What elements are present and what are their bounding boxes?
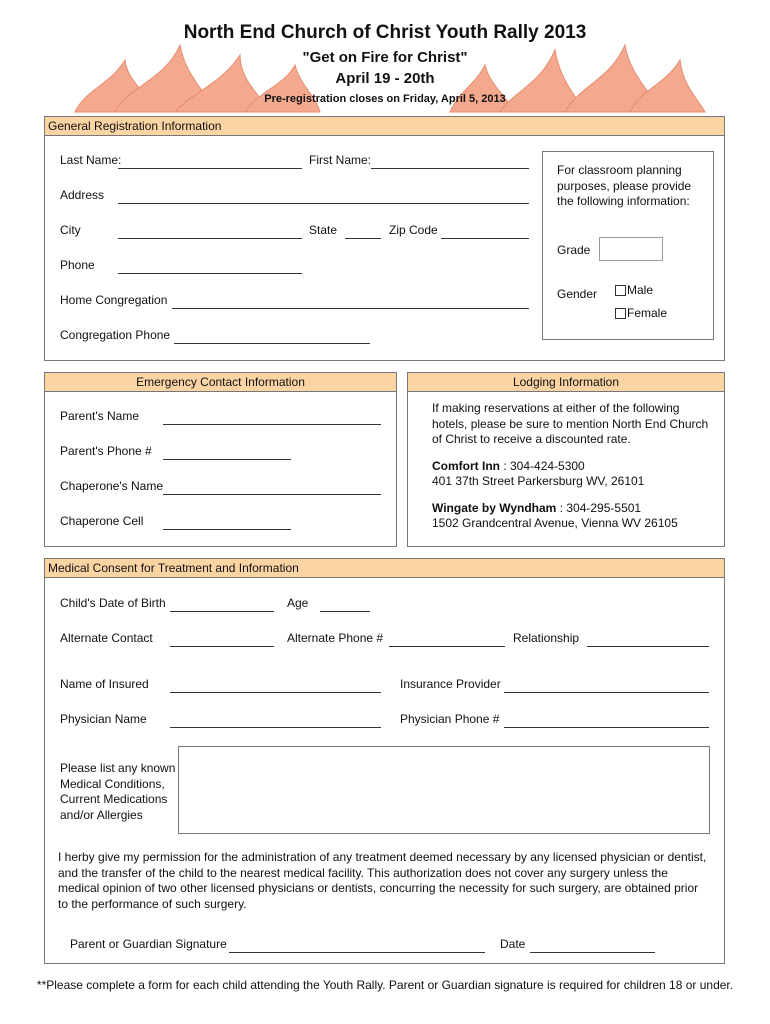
consent-text: I herby give my permission for the administration of any treatment deemed necessary by any licensed physician or dentist, and the transfer of the child to the nearest medical facility. This authorization does not cover any surgery unless the medical opinion of two other licensed physicians or dentists, concurring the necessity for such surgery, are obtained prior to the performance of such surgery.	[58, 850, 707, 911]
age-field[interactable]	[320, 611, 370, 612]
hotel1-address: 401 37th Street Parkersburg WV, 26101	[432, 474, 645, 488]
conditions-textarea[interactable]	[178, 746, 710, 834]
lodging-heading: Lodging Information	[407, 372, 725, 392]
age-label: Age	[287, 596, 309, 610]
parent-name-field[interactable]	[163, 424, 381, 425]
footer-note: **Please complete a form for each child attending the Youth Rally. Parent or Guardian signature is required for children 18 or under.	[36, 978, 734, 992]
signature-field[interactable]	[229, 952, 485, 953]
grade-label: Grade	[557, 243, 591, 257]
phone-field[interactable]	[118, 273, 302, 274]
chaperone-cell-field[interactable]	[163, 529, 291, 530]
female-checkbox[interactable]	[615, 308, 626, 319]
last-name-label: Last Name:	[60, 153, 122, 167]
dates-subtitle: April 19 - 20th	[335, 70, 435, 87]
classroom-note: For classroom planning purposes, please provide the following information:	[557, 163, 692, 208]
first-name-label: First Name:	[309, 153, 372, 167]
alt-phone-field[interactable]	[389, 646, 505, 647]
hotel2-address: 1502 Grandcentral Avenue, Vienna WV 26105	[432, 516, 678, 530]
physician-field[interactable]	[170, 727, 381, 728]
state-field[interactable]	[345, 238, 381, 239]
address-field[interactable]	[118, 203, 529, 204]
physician-label: Physician Name	[60, 712, 147, 726]
phone-label: Phone	[60, 258, 95, 272]
first-name-field[interactable]	[371, 168, 529, 169]
gender-label: Gender	[557, 287, 598, 301]
congregation-phone-label: Congregation Phone	[60, 328, 171, 342]
date-field[interactable]	[530, 952, 655, 953]
city-label: City	[60, 223, 81, 237]
hotel1-name: Comfort Inn	[432, 459, 500, 473]
home-congregation-label: Home Congregation	[60, 293, 168, 307]
general-registration-heading: General Registration Information	[44, 116, 725, 136]
physician-phone-label: Physician Phone #	[400, 712, 500, 726]
chaperone-cell-label: Chaperone Cell	[60, 514, 144, 528]
address-label: Address	[60, 188, 105, 202]
hotel1-phone: : 304-424-5300	[500, 459, 585, 473]
physician-phone-field[interactable]	[504, 727, 709, 728]
city-field[interactable]	[118, 238, 302, 239]
hotel1-line	[432, 459, 585, 473]
dob-label: Child's Date of Birth	[60, 596, 166, 610]
parent-name-label: Parent's Name	[60, 409, 139, 423]
hotel2-phone: : 304-295-5501	[556, 501, 642, 515]
medical-heading: Medical Consent for Treatment and Information	[44, 558, 725, 578]
theme-subtitle: "Get on Fire for Christ"	[302, 49, 468, 66]
relationship-field[interactable]	[587, 646, 709, 647]
relationship-label: Relationship	[513, 631, 580, 645]
grade-input[interactable]	[599, 237, 663, 261]
state-label: State	[309, 223, 338, 237]
zip-field[interactable]	[441, 238, 529, 239]
last-name-field[interactable]	[118, 168, 302, 169]
female-label: Female	[627, 306, 668, 320]
signature-label: Parent or Guardian Signature	[70, 937, 227, 951]
hotel2-line	[432, 501, 641, 515]
emergency-contact-heading: Emergency Contact Information	[44, 372, 397, 392]
conditions-label: Please list any known Medical Conditions, Current Medications and/or Allergies	[60, 761, 176, 822]
home-congregation-field[interactable]	[172, 308, 529, 309]
alt-phone-label: Alternate Phone #	[287, 631, 384, 645]
insured-field[interactable]	[170, 692, 381, 693]
zip-label: Zip Code	[389, 223, 438, 237]
parent-phone-label: Parent's Phone #	[60, 444, 152, 458]
male-checkbox[interactable]	[615, 285, 626, 296]
congregation-phone-field[interactable]	[174, 343, 370, 344]
provider-label: Insurance Provider	[400, 677, 501, 691]
dob-field[interactable]	[170, 611, 274, 612]
preregistration-note: Pre-registration closes on Friday, April 5, 2013	[264, 93, 506, 105]
chaperone-name-field[interactable]	[163, 494, 381, 495]
male-label: Male	[627, 283, 654, 297]
chaperone-name-label: Chaperone's Name	[60, 479, 164, 493]
page-title: North End Church of Christ Youth Rally 2013	[183, 22, 587, 43]
date-label: Date	[500, 937, 526, 951]
alt-contact-label: Alternate Contact	[60, 631, 153, 645]
alt-contact-field[interactable]	[170, 646, 274, 647]
lodging-intro: If making reservations at either of the following hotels, please be sure to mention North End Church of Christ to receive a discounted rate.	[432, 401, 709, 446]
hotel2-name: Wingate by Wyndham	[432, 501, 557, 515]
insured-label: Name of Insured	[60, 677, 149, 691]
provider-field[interactable]	[504, 692, 709, 693]
parent-phone-field[interactable]	[163, 459, 291, 460]
